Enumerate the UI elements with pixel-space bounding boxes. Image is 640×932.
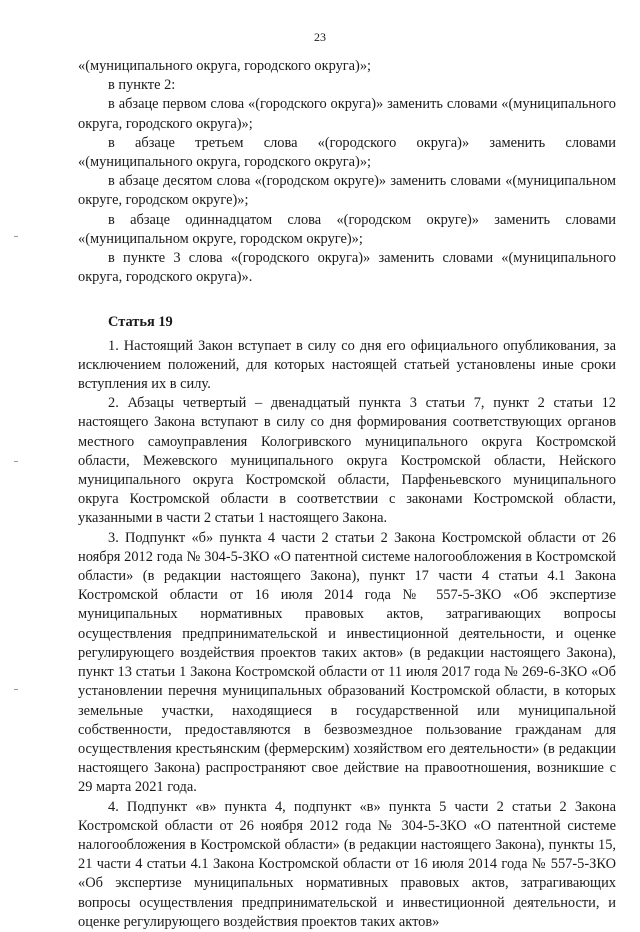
text-line: «(муниципального округа, городского округа)»; bbox=[78, 58, 372, 74]
margin-mark bbox=[14, 461, 18, 462]
article-heading: Статья 19 bbox=[108, 314, 173, 331]
amendment-paragraph: в абзаце третьем слова «(городского округа)» заменить словами «(муниципального округа, городского округа)»; bbox=[78, 134, 616, 171]
article-paragraph-1: 1. Настоящий Закон вступает в силу со дня его официального опубликования, за исключением положений, для которых настоящей статьей установлены иные сроки вступления их в силу. bbox=[78, 337, 616, 393]
article-paragraph-2: 2. Абзацы четвертый – двенадцатый пункта 3 статьи 7, пункт 2 статьи 12 настоящего Закона вступают в силу со дня формирования соответствующих органов местного самоуправления Кологривского муниципального округа Костромской области, Межевского муниципального округа Костромской области, Нейского муниципального округа Костромской области, Парфеньевского муниципального округа Костромской области в соответствии с законами Костромской области, указанными в части 2 статьи 1 настоящего Закона. bbox=[78, 395, 616, 527]
amendment-paragraph: в абзаце десятом слова «(городском округе)» заменить словами «(муниципальном округе, городском округе)»; bbox=[78, 173, 616, 209]
page-number: 23 bbox=[314, 30, 326, 44]
margin-mark bbox=[14, 689, 18, 690]
article-paragraph-3: 3. Подпункт «б» пункта 4 части 2 статьи 2 Закона Костромской области от 26 ноября 2012 года № 304-5-ЗКО «О патентной системе налогообложения в Костромской области» (в редакции настоящего Закона), пункт 17 части 4 статьи 4.1 Закона Костромской области от 16 июля 2014 года № 557-5-ЗКО «Об экспертизе муниципальных нормативных правовых актов, затрагивающих вопросы осуществления предпринимательской и инвестиционной деятельности, и оценке регулирующего воздействия проектов таких актов» (в редакции настоящего Закона), пункт 13 статьи 1 Закона Костромской области от 11 июля 2017 года № 269-6-ЗКО «Об установлении перечня муниципальных образований Костромской области, в которых земельные участки, находящиеся в государственной или муниципальной собственности, предоставляются в безвозмездное пользование гражданам для осуществления крестьянским (фермерским) хозяйством его деятельности» (в редакции настоящего Закона) распространяют свое действие на правоотношения, возникшие с 29 марта 2021 года. bbox=[78, 529, 616, 796]
amendment-paragraph: в пункте 3 слова «(городского округа)» заменить словами «(муниципального округа, городского округа)». bbox=[78, 250, 616, 286]
amendment-paragraph: в абзаце первом слова «(городского округа)» заменить словами «(муниципального округа, городского округа)»; bbox=[78, 96, 616, 132]
article-paragraph-4: 4. Подпункт «в» пункта 4, подпункт «в» пункта 5 части 2 статьи 2 Закона Костромской области от 26 ноября 2012 года № 304-5-ЗКО «О патентной системе налогообложения в Костромской области» (в редакции настоящего Закона), пункты 15, 21 части 4 статьи 4.1 Закона Костромской области от 16 июля 2014 года № 557-5-ЗКО «Об экспертизе муниципальных нормативных правовых актов, затрагивающих вопросы осуществления предпринимательской и инвестиционной деятельности, и оценке регулирующего воздействия проектов таких актов» bbox=[78, 798, 616, 930]
amendment-paragraph: в абзаце одиннадцатом слова «(городском округе)» заменить словами «(муниципальном округе, городском округе)»; bbox=[78, 211, 616, 247]
text-line: в пункте 2: bbox=[108, 77, 176, 94]
margin-mark bbox=[14, 236, 18, 237]
document-body bbox=[78, 57, 616, 932]
